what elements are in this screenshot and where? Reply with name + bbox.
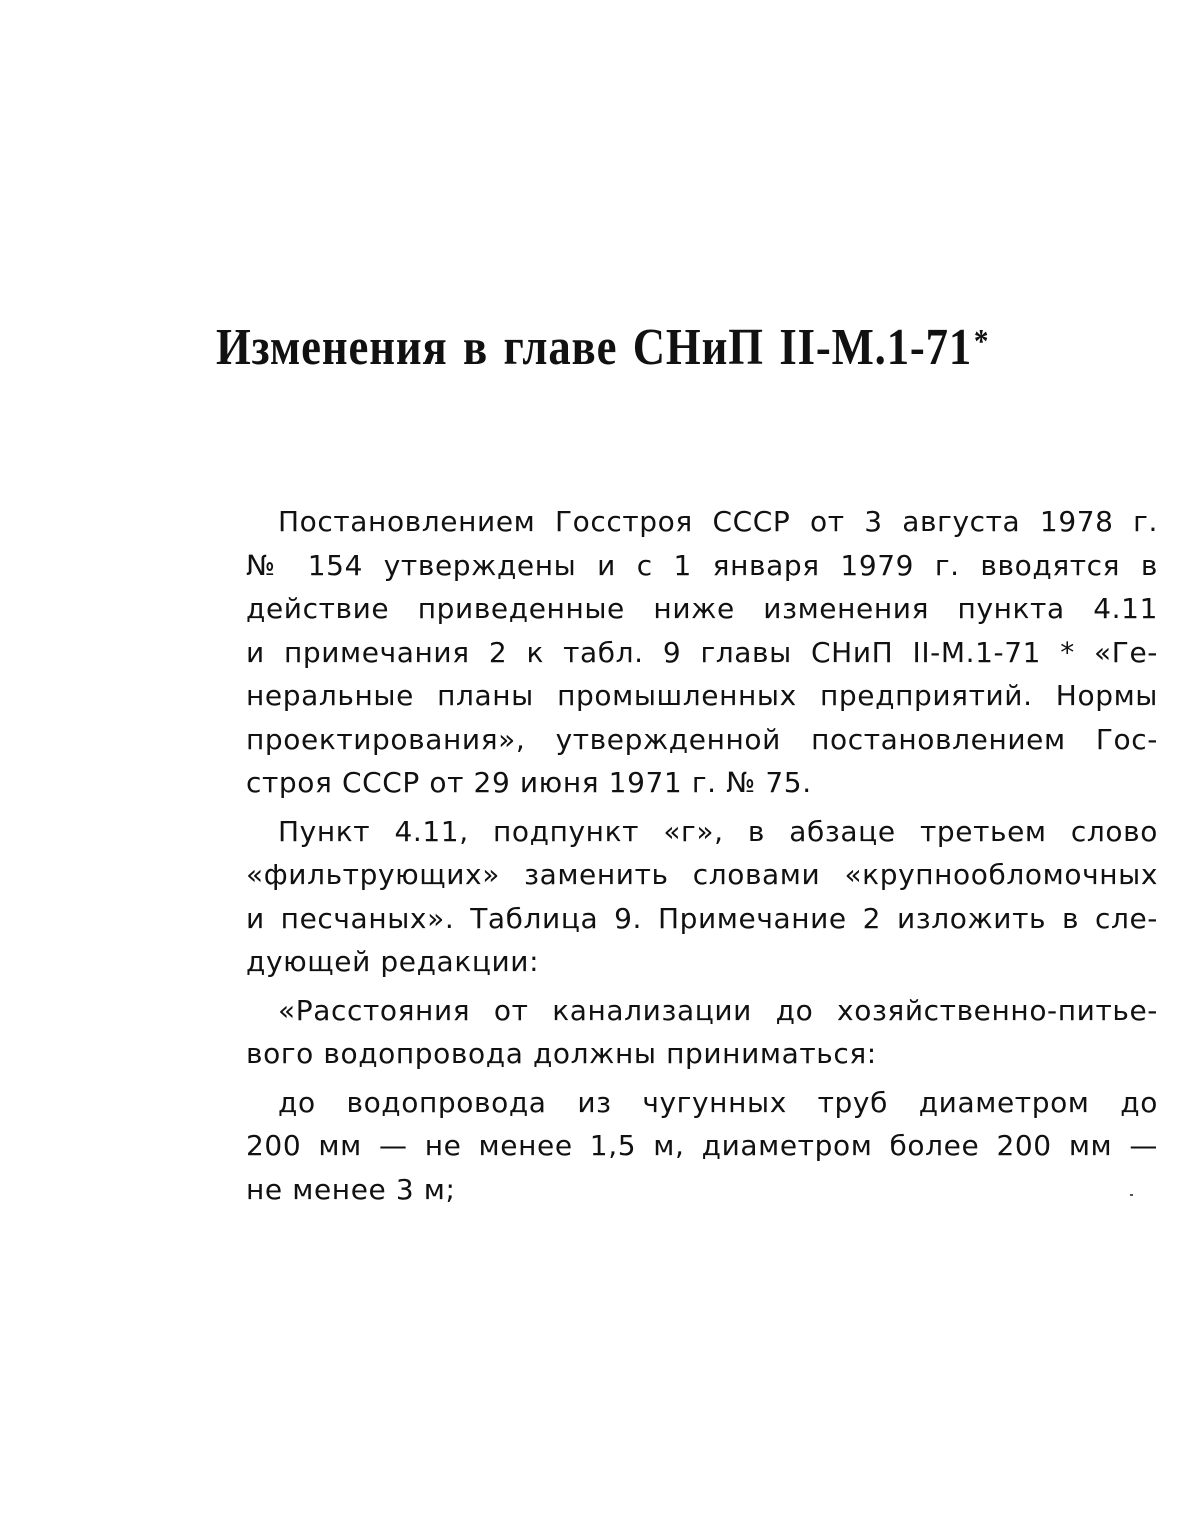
paragraph-distances-intro: [214, 989, 1158, 1076]
text-line: строя СССР от 29 июня 1971 г. № 75.: [246, 766, 812, 799]
text-line: дующей редакции:: [246, 945, 540, 978]
text-line: до водопровода из чугунных труб диаметром до: [278, 1085, 1158, 1119]
text-line: 200 мм — не менее 1,5 м, диаметром более 200 мм —: [246, 1129, 1158, 1162]
text-line: проектирования», утвержденной постановлением Гос-: [246, 722, 1158, 756]
text-line: неральные планы промышленных предприятий. Нормы: [246, 679, 1158, 712]
title-word-chapter: главе: [503, 319, 618, 376]
title-asterisk: *: [973, 323, 990, 360]
title-word-in: в: [462, 319, 489, 376]
scan-speck: [1130, 1194, 1133, 1196]
text-line: и примечания 2 к табл. 9 главы СНиП II-М.1-71 * «Ге-: [246, 635, 1158, 669]
text-line: действие приведенные ниже изменения пункта 4.11: [246, 592, 1158, 625]
text-line: Постановлением Госстроя СССР от 3 августа 1978 г.: [278, 505, 1158, 538]
text-line: вого водопровода должны приниматься:: [246, 1037, 877, 1070]
title-word-changes: Изменения: [216, 319, 448, 376]
text-line: Пункт 4.11, подпункт «г», в абзаце третьем слово: [278, 814, 1158, 848]
text-line: № 154 утверждены и с 1 января 1979 г. вводятся в: [246, 548, 1158, 582]
paragraph-cast-iron-pipes: [214, 1081, 1158, 1212]
document-body: [214, 500, 1158, 1216]
text-line: и песчаных». Таблица 9. Примечание 2 изложить в сле-: [246, 901, 1158, 935]
title-word-snip: СНиП: [632, 319, 764, 376]
title-code: II-М.1-71: [779, 319, 973, 376]
text-line: «фильтрующих» заменить словами «крупнообломочных: [246, 858, 1158, 891]
text-line: «Расстояния от канализации до хозяйственно-питье-: [278, 993, 1158, 1027]
document-title: [216, 318, 990, 378]
text-line: не менее 3 м;: [246, 1172, 456, 1206]
paragraph-resolution: [214, 500, 1158, 805]
paragraph-clause-4-11: [214, 810, 1158, 984]
